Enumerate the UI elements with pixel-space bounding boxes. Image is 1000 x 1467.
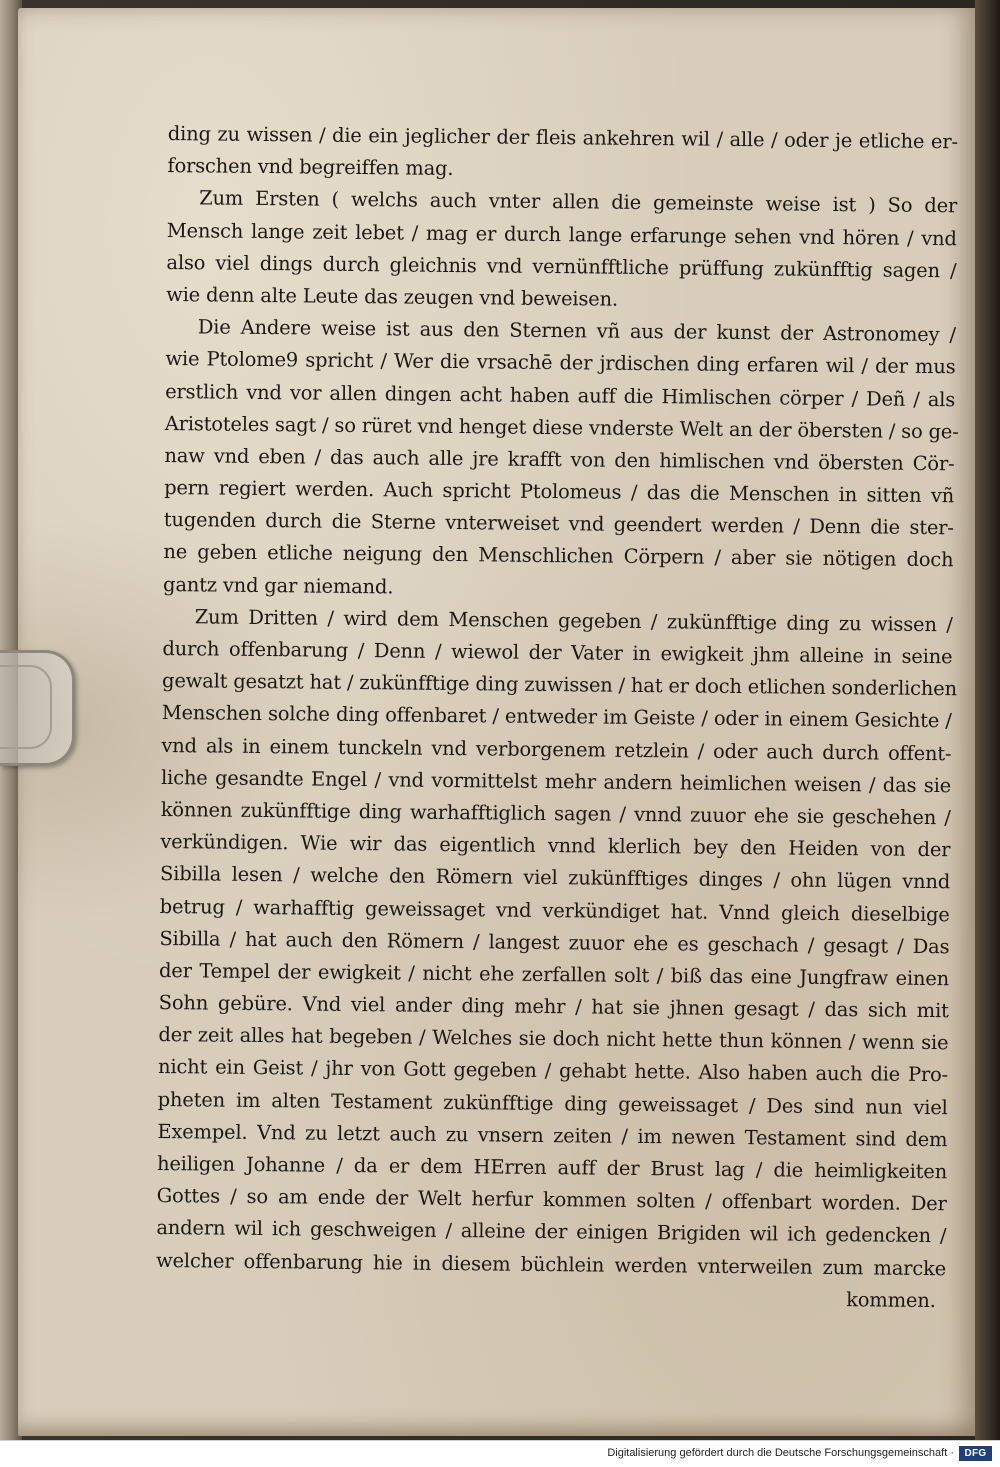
text-line: pern regiert werden. Auch spricht Ptolomeus / das die Menschen in sitten vñ bbox=[164, 476, 955, 508]
text-line: verkündigen. Wie wir das eigentlich vnnd klerlich bey den Heiden von der bbox=[160, 830, 951, 862]
text-line: wie Ptolome9 spricht / Wer die vrsachē der jrdischen ding erfaren wil / der mus bbox=[165, 347, 956, 379]
text-line: Mensch lange zeit lebet / mag er durch lange erfarunge sehen vnd hören / vnd bbox=[166, 218, 957, 250]
text-line: tugenden durch die Sterne vnterweiset vnd geendert werden / Denn die ster- bbox=[163, 508, 954, 540]
footer-bar bbox=[0, 1440, 1000, 1467]
text-line: wie denn alte Leute das zeugen vnd beweisen. bbox=[166, 282, 619, 311]
text-line: naw vnd eben / das auch alle jre krafft von den himlischen vnd öbersten Cör- bbox=[164, 443, 955, 476]
text-line: vnd als in einem tunckeln vnd verborgenem retzlein / oder auch durch offent- bbox=[161, 733, 952, 765]
dfg-logo: DFG bbox=[959, 1446, 992, 1461]
text-line: gantz vnd gar niemand. bbox=[162, 572, 394, 599]
text-line: gewalt gesatzt hat / zukünfftige ding zuwissen / hat er doch etlichen sonderlichen bbox=[161, 669, 957, 701]
text-line: welcher offenbarung hie in diesem büchlein werden vnterweilen zum marcke bbox=[155, 1248, 947, 1280]
text-line: erstlich vnd vor allen dingen acht haben auff die Himlischen cörper / Deñ / als bbox=[165, 379, 956, 411]
text-line: der zeit alles hat begeben / Welches sie doch nicht hette thun können / wenn sie bbox=[158, 1023, 949, 1055]
text-line: liche gesandte Engel / vnd vormittelst mehr andern heimlichen weisen / das sie bbox=[160, 765, 952, 797]
page-clip-inner bbox=[0, 665, 52, 749]
text-line: Exempel. Vnd zu letzt auch zu vnsern zeiten / im newen Testament sind dem bbox=[157, 1119, 948, 1152]
text-line: ne geben etliche neigung den Menschlichen Cörpern / aber sie nötigen doch bbox=[163, 540, 954, 572]
text-line: Zum Dritten / wird dem Menschen gegeben / zukünfftige ding zu wissen / bbox=[194, 605, 953, 637]
text-line: Aristoteles sagt / so rüret vnd henget diese vnderste Welt an der öbersten / so ge- bbox=[164, 411, 959, 443]
text-line: Menschen solche ding offenbaret / entweder im Geiste / oder in einem Gesichte / bbox=[161, 701, 952, 733]
text-line: also viel dings durch gleichnis vnd vernünfftliche prüffung zukünfftig sagen / bbox=[166, 250, 957, 283]
text-line: ding zu wissen / die ein jeglicher der fleis ankehren wil / alle / oder je etliche er- bbox=[167, 121, 958, 154]
page-text bbox=[156, 118, 958, 1317]
text-line: können zukünfftige ding warhafftiglich sagen / vnnd zuuor ehe sie geschehen / bbox=[160, 797, 951, 830]
text-line: forschen vnd begreiffen mag. bbox=[167, 154, 454, 181]
text-line: andern wil ich geschweigen / alleine der einigen Brigiden wil ich gedencken / bbox=[156, 1216, 947, 1248]
text-line: heiligen Johanne / da er dem HErren auff der Brust lag / die heimligkeiten bbox=[156, 1151, 948, 1184]
text-line: der Tempel der ewigkeit / nicht ehe zerfallen solt / biß das eine Jungfraw einen bbox=[158, 958, 950, 991]
text-line: betrug / warhafftig geweissaget vnd verkündiget hat. Vnnd gleich dieselbige bbox=[159, 894, 950, 926]
text-line: Zum Ersten ( welchs auch vnter allen die gemeinste weise ist ) So der bbox=[199, 186, 958, 218]
page-right-edge bbox=[975, 0, 1000, 1440]
text-line: Sibilla lesen / welche den Römern viel zukünfftiges dinges / ohn lügen vnnd bbox=[159, 862, 951, 894]
text-line: Sibilla / hat auch den Römern / langest zuuor ehe es geschach / gesagt / Das bbox=[159, 926, 950, 958]
text-line: pheten im alten Testament zukünfftige ding geweissaget / Des sind nun viel bbox=[157, 1087, 948, 1119]
text-line: durch offenbarung / Denn / wiewol der Vater in ewigkeit jhm alleine in seine bbox=[162, 636, 953, 669]
text-line: nicht ein Geist / jhr von Gott gegeben / gehabt hette. Also haben auch die Pro- bbox=[157, 1055, 949, 1087]
funding-credit: Digitalisierung gefördert durch die Deutsche Forschungsgemeinschaft · bbox=[607, 1447, 954, 1459]
text-line: Gottes / so am ende der Welt herfur kommen solten / offenbart worden. Der bbox=[156, 1184, 947, 1216]
text-line: Sohn gebüre. Vnd viel ander ding mehr / hat sie jhnen gesagt / das sich mit bbox=[158, 991, 949, 1023]
text-line: Die Andere weise ist aus den Sternen vñ aus der kunst der Astronomey / bbox=[197, 315, 956, 347]
catchword: kommen. bbox=[846, 1287, 936, 1312]
